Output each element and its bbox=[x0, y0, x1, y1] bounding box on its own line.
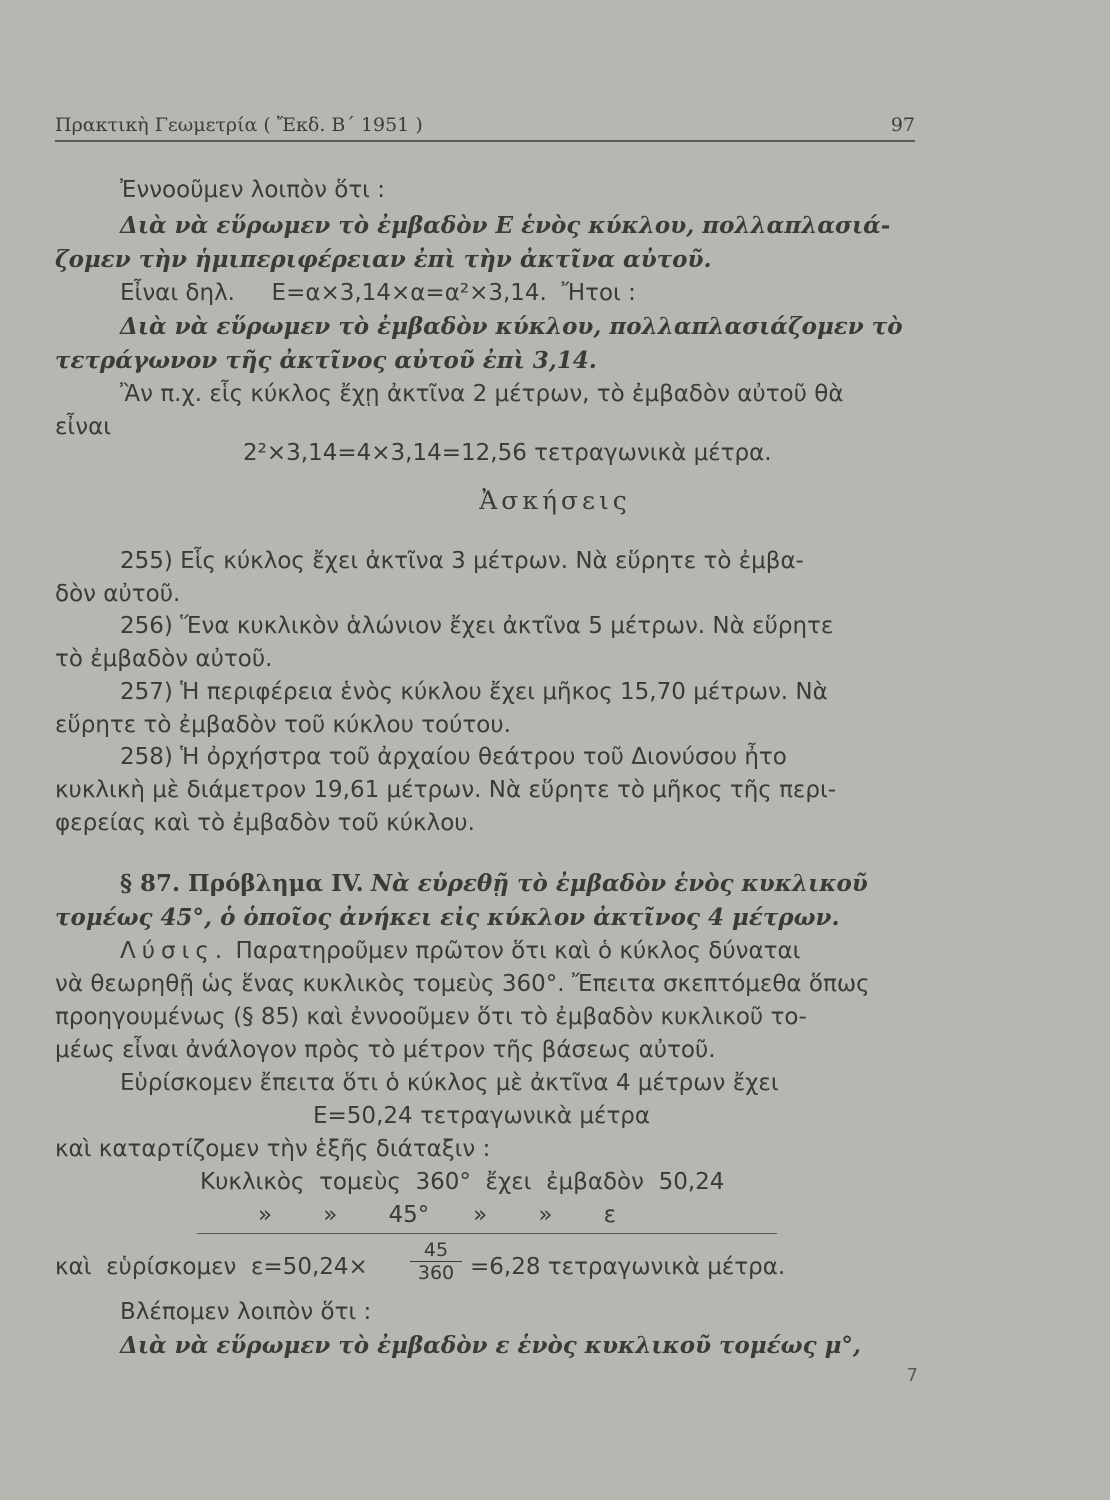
fraction-denominator: 360 bbox=[410, 1261, 462, 1284]
solution-line: καὶ καταρτίζομεν τὴν ἑξῆς διάταξιν : bbox=[55, 1136, 491, 1162]
formula-line: Εἶναι δηλ. Ε=α×3,14×α=α²×3,14. Ἤτοι : bbox=[120, 280, 636, 306]
exercise-line: κυκλικὴ μὲ διάμετρον 19,61 μέτρων. Νὰ εὕρητε τὸ μῆκος τῆς περι- bbox=[55, 777, 837, 803]
fraction bbox=[410, 1239, 462, 1284]
solution-label: Λύσις. bbox=[120, 938, 229, 964]
rule-statement: Διὰ νὰ εὕρωμεν τὸ ἐμβαδὸν ε ἑνὸς κυκλικοῦ τομέως μ°, bbox=[120, 1332, 861, 1359]
rule-statement: Διὰ νὰ εὕρωμεν τὸ ἐμβαδὸν κύκλου, πολλαπλασιάζομεν τὸ bbox=[120, 313, 903, 340]
text-line: Ἐννοοῦμεν λοιπὸν ὅτι : bbox=[120, 177, 386, 203]
exercise-line: 255) Εἷς κύκλος ἔχει ἀκτῖνα 3 μέτρων. Νὰ εὕρητε τὸ ἐμβα- bbox=[120, 548, 804, 574]
rule-statement: ζομεν τὴν ἡμιπεριφέρειαν ἐπὶ τὴν ἀκτῖνα αὐτοῦ. bbox=[55, 246, 712, 273]
text-line: Ἂν π.χ. εἷς κύκλος ἔχῃ ἀκτῖνα 2 μέτρων, τὸ ἐμβαδὸν αὐτοῦ θὰ bbox=[120, 381, 844, 407]
problem-heading bbox=[120, 870, 868, 898]
solution-line bbox=[120, 937, 800, 965]
fraction-numerator: 45 bbox=[423, 1239, 449, 1261]
solution-line: νὰ θεωρηθῇ ὡς ἕνας κυκλικὸς τομεὺς 360°. Ἔπειτα σκεπτόμεθα ὅπως bbox=[55, 971, 870, 997]
running-header bbox=[55, 114, 915, 136]
problem-statement: Νὰ εὑρεθῇ τὸ ἐμβαδὸν ἑνὸς κυκλικοῦ bbox=[370, 870, 868, 897]
signature-mark: 7 bbox=[906, 1365, 918, 1386]
exercises-heading: Ἀσκήσεις bbox=[479, 486, 631, 515]
exercise-line: 256) Ἕνα κυκλικὸν ἁλώνιον ἔχει ἀκτῖνα 5 μέτρων. Νὰ εὕρητε bbox=[120, 613, 834, 639]
solution-line: Εὑρίσκομεν ἔπειτα ὅτι ὁ κύκλος μὲ ἀκτῖνα 4 μέτρων ἔχει bbox=[120, 1070, 779, 1096]
exercise-line: 258) Ἡ ὀρχήστρα τοῦ ἀρχαίου θεάτρου τοῦ Διονύσου ἦτο bbox=[120, 744, 787, 770]
rule-statement: Διὰ νὰ εὕρωμεν τὸ ἐμβαδὸν Ε ἑνὸς κύκλου, πολλαπλασιά- bbox=[120, 212, 891, 239]
header-title: Πρακτικὴ Γεωμετρία ( Ἔκδ. Β΄ 1951 ) bbox=[55, 114, 423, 136]
problem-number: § 87. Πρόβλημα IV. bbox=[120, 870, 364, 897]
solution-line: μέως εἶναι ἀνάλογον πρὸς τὸ μέτρον τῆς βάσεως αὐτοῦ. bbox=[55, 1037, 716, 1063]
formula-line: καὶ εὑρίσκομεν ε=50,24× bbox=[55, 1254, 368, 1280]
page-number: 97 bbox=[890, 114, 915, 136]
exercise-line: τὸ ἐμβαδὸν αὐτοῦ. bbox=[55, 646, 273, 672]
exercise-line: δὸν αὐτοῦ. bbox=[55, 581, 181, 607]
formula-line: =6,28 τετραγωνικὰ μέτρα. bbox=[470, 1254, 786, 1280]
proportion-row: Κυκλικὸς τομεὺς 360° ἔχει ἐμβαδὸν 50,24 bbox=[200, 1169, 725, 1195]
exercise-line: εὕρητε τὸ ἐμβαδὸν τοῦ κύκλου τούτου. bbox=[55, 712, 511, 738]
problem-statement: τομέως 45°, ὁ ὁποῖος ἀνήκει εἰς κύκλον ἀκτῖνος 4 μέτρων. bbox=[55, 904, 840, 931]
header-rule bbox=[55, 140, 915, 142]
proportion-row: » » 45° » » ε bbox=[258, 1202, 617, 1228]
solution-line: Βλέπομεν λοιπὸν ὅτι : bbox=[120, 1299, 372, 1325]
rule-statement: τετράγωνον τῆς ἀκτῖνος αὐτοῦ ἐπὶ 3,14. bbox=[55, 347, 597, 374]
exercise-line: φερείας καὶ τὸ ἐμβαδὸν τοῦ κύκλου. bbox=[55, 810, 475, 836]
solution-line: προηγουμένως (§ 85) καὶ ἐννοοῦμεν ὅτι τὸ ἐμβαδὸν κυκλικοῦ το- bbox=[55, 1004, 807, 1030]
text-line: εἶναι bbox=[55, 414, 112, 440]
table-rule bbox=[197, 1233, 777, 1234]
exercise-line: 257) Ἡ περιφέρεια ἑνὸς κύκλου ἔχει μῆκος 15,70 μέτρων. Νὰ bbox=[120, 679, 828, 705]
solution-text: Παρατηροῦμεν πρῶτον ὅτι καὶ ὁ κύκλος δύναται bbox=[235, 938, 801, 964]
formula-line: 2²×3,14=4×3,14=12,56 τετραγωνικὰ μέτρα. bbox=[243, 440, 772, 466]
formula-line: Ε=50,24 τετραγωνικὰ μέτρα bbox=[313, 1103, 651, 1129]
